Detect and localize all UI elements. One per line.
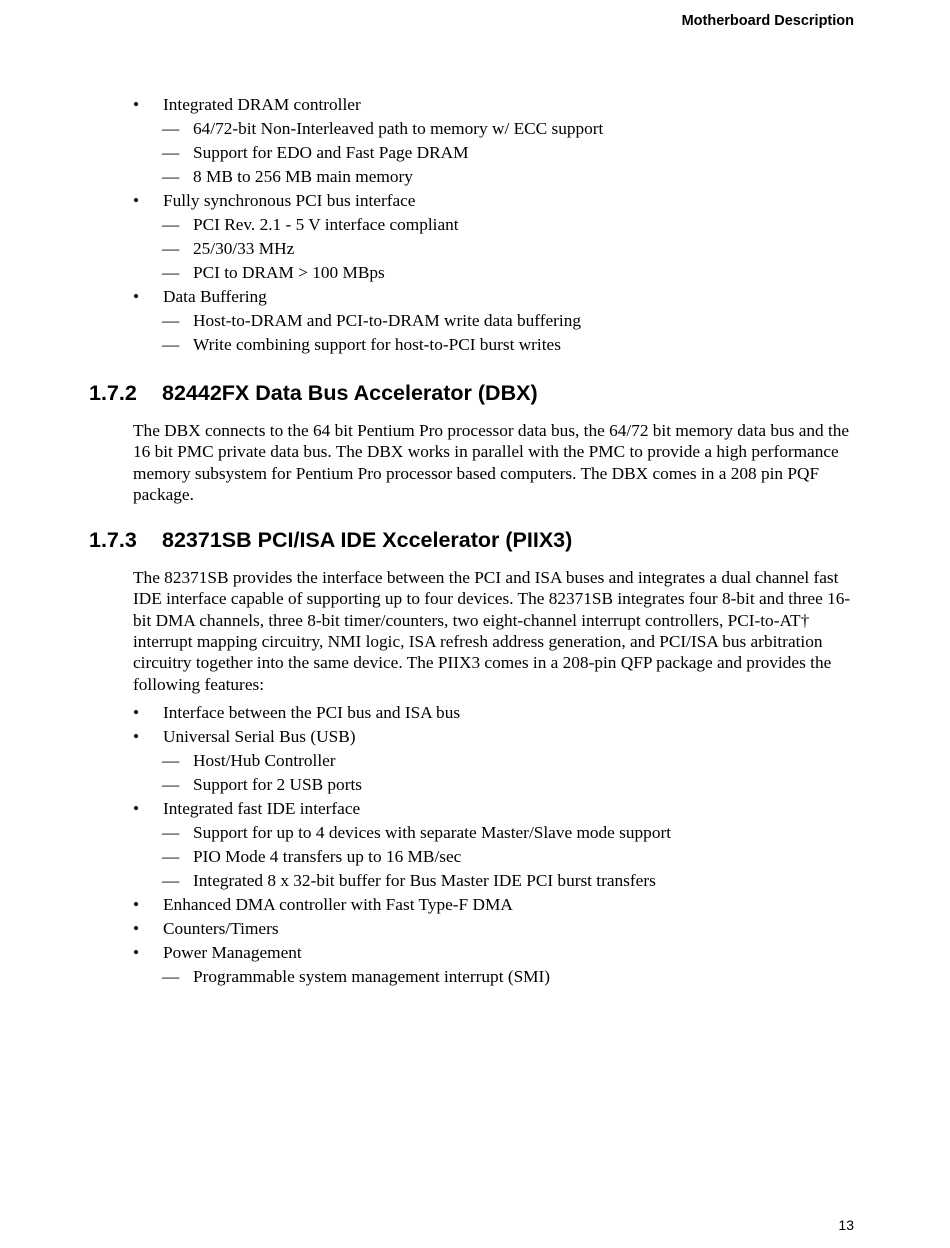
bullet-item-text: Enhanced DMA controller with Fast Type-F DMA [163, 894, 513, 914]
section-number: 1.7.2 [89, 381, 137, 405]
sub-item-text: Support for up to 4 devices with separate Master/Slave mode support [193, 822, 672, 842]
bullet-item [0, 941, 950, 965]
bullet-icon: • [133, 702, 140, 722]
dash-icon: — [162, 143, 180, 162]
sub-item [0, 965, 950, 989]
sub-item [0, 165, 950, 189]
sub-item [0, 309, 950, 333]
controller-feature-list [0, 93, 950, 357]
dash-icon: — [162, 239, 180, 258]
bullet-icon: • [133, 95, 140, 114]
page-number: 13 [838, 1217, 854, 1233]
bullet-item [0, 285, 950, 309]
sub-item-text: PIO Mode 4 transfers up to 16 MB/sec [193, 846, 462, 866]
bullet-item [0, 189, 950, 213]
sub-item [0, 821, 950, 845]
sub-item [0, 261, 950, 285]
dash-icon: — [162, 774, 180, 794]
sub-item-text: Support for EDO and Fast Page DRAM [193, 143, 469, 162]
bullet-icon: • [133, 894, 140, 914]
sub-item-text: Integrated 8 x 32-bit buffer for Bus Master IDE PCI burst transfers [193, 870, 656, 890]
bullet-item [0, 725, 950, 749]
bullet-icon: • [133, 942, 140, 962]
sub-item-text: Programmable system management interrupt (SMI) [193, 966, 551, 986]
bullet-item-text: Power Management [163, 942, 302, 962]
sub-item-text: PCI to DRAM > 100 MBps [193, 263, 385, 282]
piix3-paragraph: The 82371SB provides the interface between the PCI and ISA buses and integrates a dual channel fast IDE interface capable of supporting up to four devices. The 82371SB integrates four 8-bit and three 16-bit DMA channels, three 8-bit timer/counters, two eight-channel interrupt controllers, PCI-to-AT† interrupt mapping circuitry, NMI logic, ISA refresh address generation, and PCI/ISA bus arbitration circuitry together into the same device. The PIIX3 comes in a 208-pin QFP package and provides the following features: [133, 568, 851, 694]
sub-item [0, 141, 950, 165]
sub-item [0, 117, 950, 141]
sub-item-text: 8 MB to 256 MB main memory [193, 167, 413, 186]
sub-item [0, 845, 950, 869]
bullet-item [0, 893, 950, 917]
section-title: 82442FX Data Bus Accelerator (DBX) [162, 381, 538, 405]
sub-item-text: PCI Rev. 2.1 - 5 V interface compliant [193, 215, 459, 234]
sub-item [0, 333, 950, 357]
section-title: 82371SB PCI/ISA IDE Xccelerator (PIIX3) [162, 528, 573, 553]
dash-icon: — [162, 966, 180, 986]
bullet-item-text: Counters/Timers [163, 918, 279, 938]
sub-item [0, 869, 950, 893]
bullet-item-text: Data Buffering [163, 287, 267, 306]
bullet-item-text: Interface between the PCI bus and ISA bus [163, 702, 461, 722]
dash-icon: — [162, 215, 180, 234]
dash-icon: — [162, 750, 180, 770]
dash-icon: — [162, 311, 180, 330]
bullet-item-text: Integrated fast IDE interface [163, 798, 361, 818]
sub-item-text: 25/30/33 MHz [193, 239, 295, 258]
dbx-paragraph: The DBX connects to the 64 bit Pentium Pro processor data bus, the 64/72 bit memory data bus and the 16 bit PMC private data bus. The DBX works in parallel with the PMC to provide a high performance memory subsystem for Pentium Pro processor based computers. The DBX comes in a 208 pin PQF package. [133, 421, 850, 504]
sub-item [0, 749, 950, 773]
sub-item [0, 237, 950, 261]
bullet-item-text: Fully synchronous PCI bus interface [163, 191, 416, 210]
bullet-icon: • [133, 191, 140, 210]
sub-item-text: 64/72-bit Non-Interleaved path to memory w/ ECC support [193, 119, 604, 138]
bullet-item [0, 93, 950, 117]
sub-item-text: Write combining support for host-to-PCI burst writes [193, 335, 561, 354]
bullet-item [0, 797, 950, 821]
bullet-icon: • [133, 287, 140, 306]
dash-icon: — [162, 846, 180, 866]
sub-item [0, 213, 950, 237]
sub-item-text: Host-to-DRAM and PCI-to-DRAM write data buffering [193, 311, 581, 330]
bullet-icon: • [133, 918, 140, 938]
bullet-icon: • [133, 726, 140, 746]
dash-icon: — [162, 119, 180, 138]
page-content [0, 93, 950, 989]
section-heading-dbx [0, 381, 950, 411]
dash-icon: — [162, 335, 180, 354]
sub-item-text: Host/Hub Controller [193, 750, 336, 770]
bullet-item [0, 917, 950, 941]
bullet-item [0, 701, 950, 725]
dash-icon: — [162, 167, 180, 186]
section-heading-piix3 [0, 528, 950, 558]
running-header: Motherboard Description [681, 13, 854, 29]
bullet-item-text: Integrated DRAM controller [163, 95, 361, 114]
dash-icon: — [162, 870, 180, 890]
dash-icon: — [162, 263, 180, 282]
sub-item-text: Support for 2 USB ports [193, 774, 362, 794]
bullet-icon: • [133, 798, 140, 818]
sub-item [0, 773, 950, 797]
section-number: 1.7.3 [89, 528, 137, 553]
dash-icon: — [162, 822, 180, 842]
bullet-item-text: Universal Serial Bus (USB) [163, 726, 356, 746]
piix3-feature-list [0, 701, 950, 989]
